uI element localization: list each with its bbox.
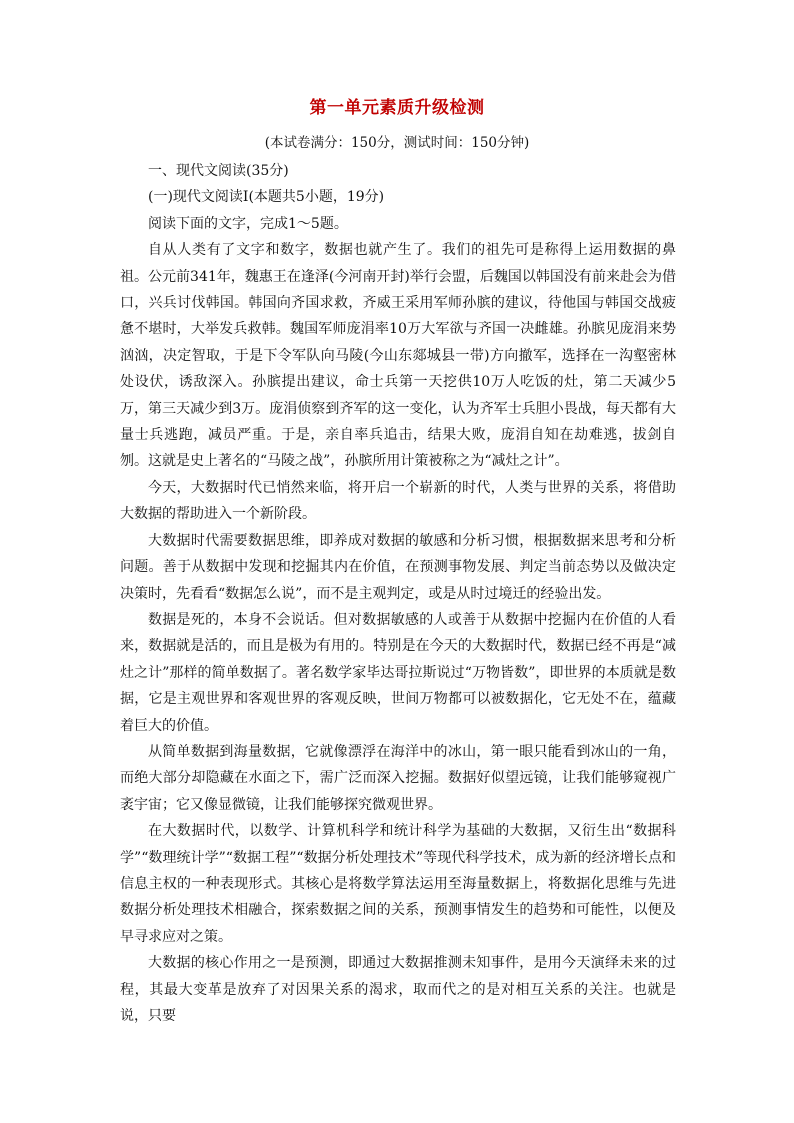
subsection-heading: (一)现代文阅读Ⅰ(本题共5小题，19分) [148, 189, 385, 206]
document-body [120, 158, 676, 1029]
paragraph-2: 今天，大数据时代已悄然来临，将开启一个崭新的时代，人类与世界的关系，将借助大数据的帮助进入一个新阶段。 [120, 479, 676, 523]
paragraph-7: 大数据的核心作用之一是预测，即通过大数据推测未知事件，是用今天演绎未来的过程，其最大变革是放弃了对因果关系的渴求，取而代之的是对相互关系的关注。也就是说，只要 [120, 955, 676, 1024]
paragraph-1: 自从人类有了文字和数字，数据也就产生了。我们的祖先可是称得上运用数据的鼻祖。公元前341年，魏惠王在逢泽(今河南开封)举行会盟，后魏国以韩国没有前来赴会为借口，兴兵讨伐韩国。韩国向齐国求救，齐威王采用军师孙膑的建议，待他国与韩国交战疲惫不堪时，大举发兵救韩。魏国军师庞涓率10万大军欲与齐国一决雌雄。孙膑见庞涓来势汹汹，决定智取，于是下令军队向马陵(今山东郯城县一带)方向撤军，选择在一沟壑密林处设伏，诱敌深入。孙膑提出建议，命士兵第一天挖供10万人吃饭的灶，第二天减少5万，第三天减少到3万。庞涓侦察到齐军的这一变化，认为齐军士兵胆小畏战，每天都有大量士兵逃跑，减员严重。于是，亲自率兵追击，结果大败，庞涓自知在劫难逃，拔剑自刎。这就是史上著名的“马陵之战”，孙膑所用计策被称之为“减灶之计”。 [120, 242, 676, 470]
paragraph-5: 从简单数据到海量数据，它就像漂浮在海洋中的冰山，第一眼只能看到冰山的一角，而绝大部分却隐藏在水面之下，需广泛而深入挖掘。数据好似望远镜，让我们能够窥视广袤宇宙；它又像显微镜，让我们能够探究微观世界。 [120, 743, 676, 813]
exam-info: (本试卷满分：150分，测试时间：150分钟) [264, 135, 530, 151]
page-title: 第一单元素质升级检测 [309, 98, 485, 118]
paragraph-3: 大数据时代需要数据思维，即养成对数据的敏感和分析习惯，根据数据来思考和分析问题。善于从数据中发现和挖掘其内在价值，在预测事物发展、判定当前态势以及做决定决策时，先看看“数据怎么说”，而不是主观判定，或是从时过境迁的经验出发。 [120, 532, 676, 602]
paragraph-6: 在大数据时代，以数学、计算机科学和统计科学为基础的大数据，又衍生出“数据科学”“数理统计学”“数据工程”“数据分析处理技术”等现代科学技术，成为新的经济增长点和信息主权的一种表现形式。其核心是将数学算法运用至海量数据上，将数据化思维与先进数据分析处理技术相融合，探索数据之间的关系，预测事情发生的趋势和可能性，以便及早寻求应对之策。 [120, 823, 676, 945]
section-heading: 一、现代文阅读(35分) [148, 163, 289, 179]
paragraph-4: 数据是死的，本身不会说话。但对数据敏感的人或善于从数据中挖掘内在价值的人看来，数据就是活的，而且是极为有用的。特别是在今天的大数据时代，数据已经不再是“减灶之计”那样的简单数据了。著名数学家毕达哥拉斯说过“万物皆数”，即世界的本质就是数据，它是主观世界和客观世界的客观反映，世间万物都可以被数据化，它无处不在，蕴藏着巨大的价值。 [120, 611, 676, 734]
reading-instruction: 阅读下面的文字，完成1～5题。 [148, 215, 348, 232]
